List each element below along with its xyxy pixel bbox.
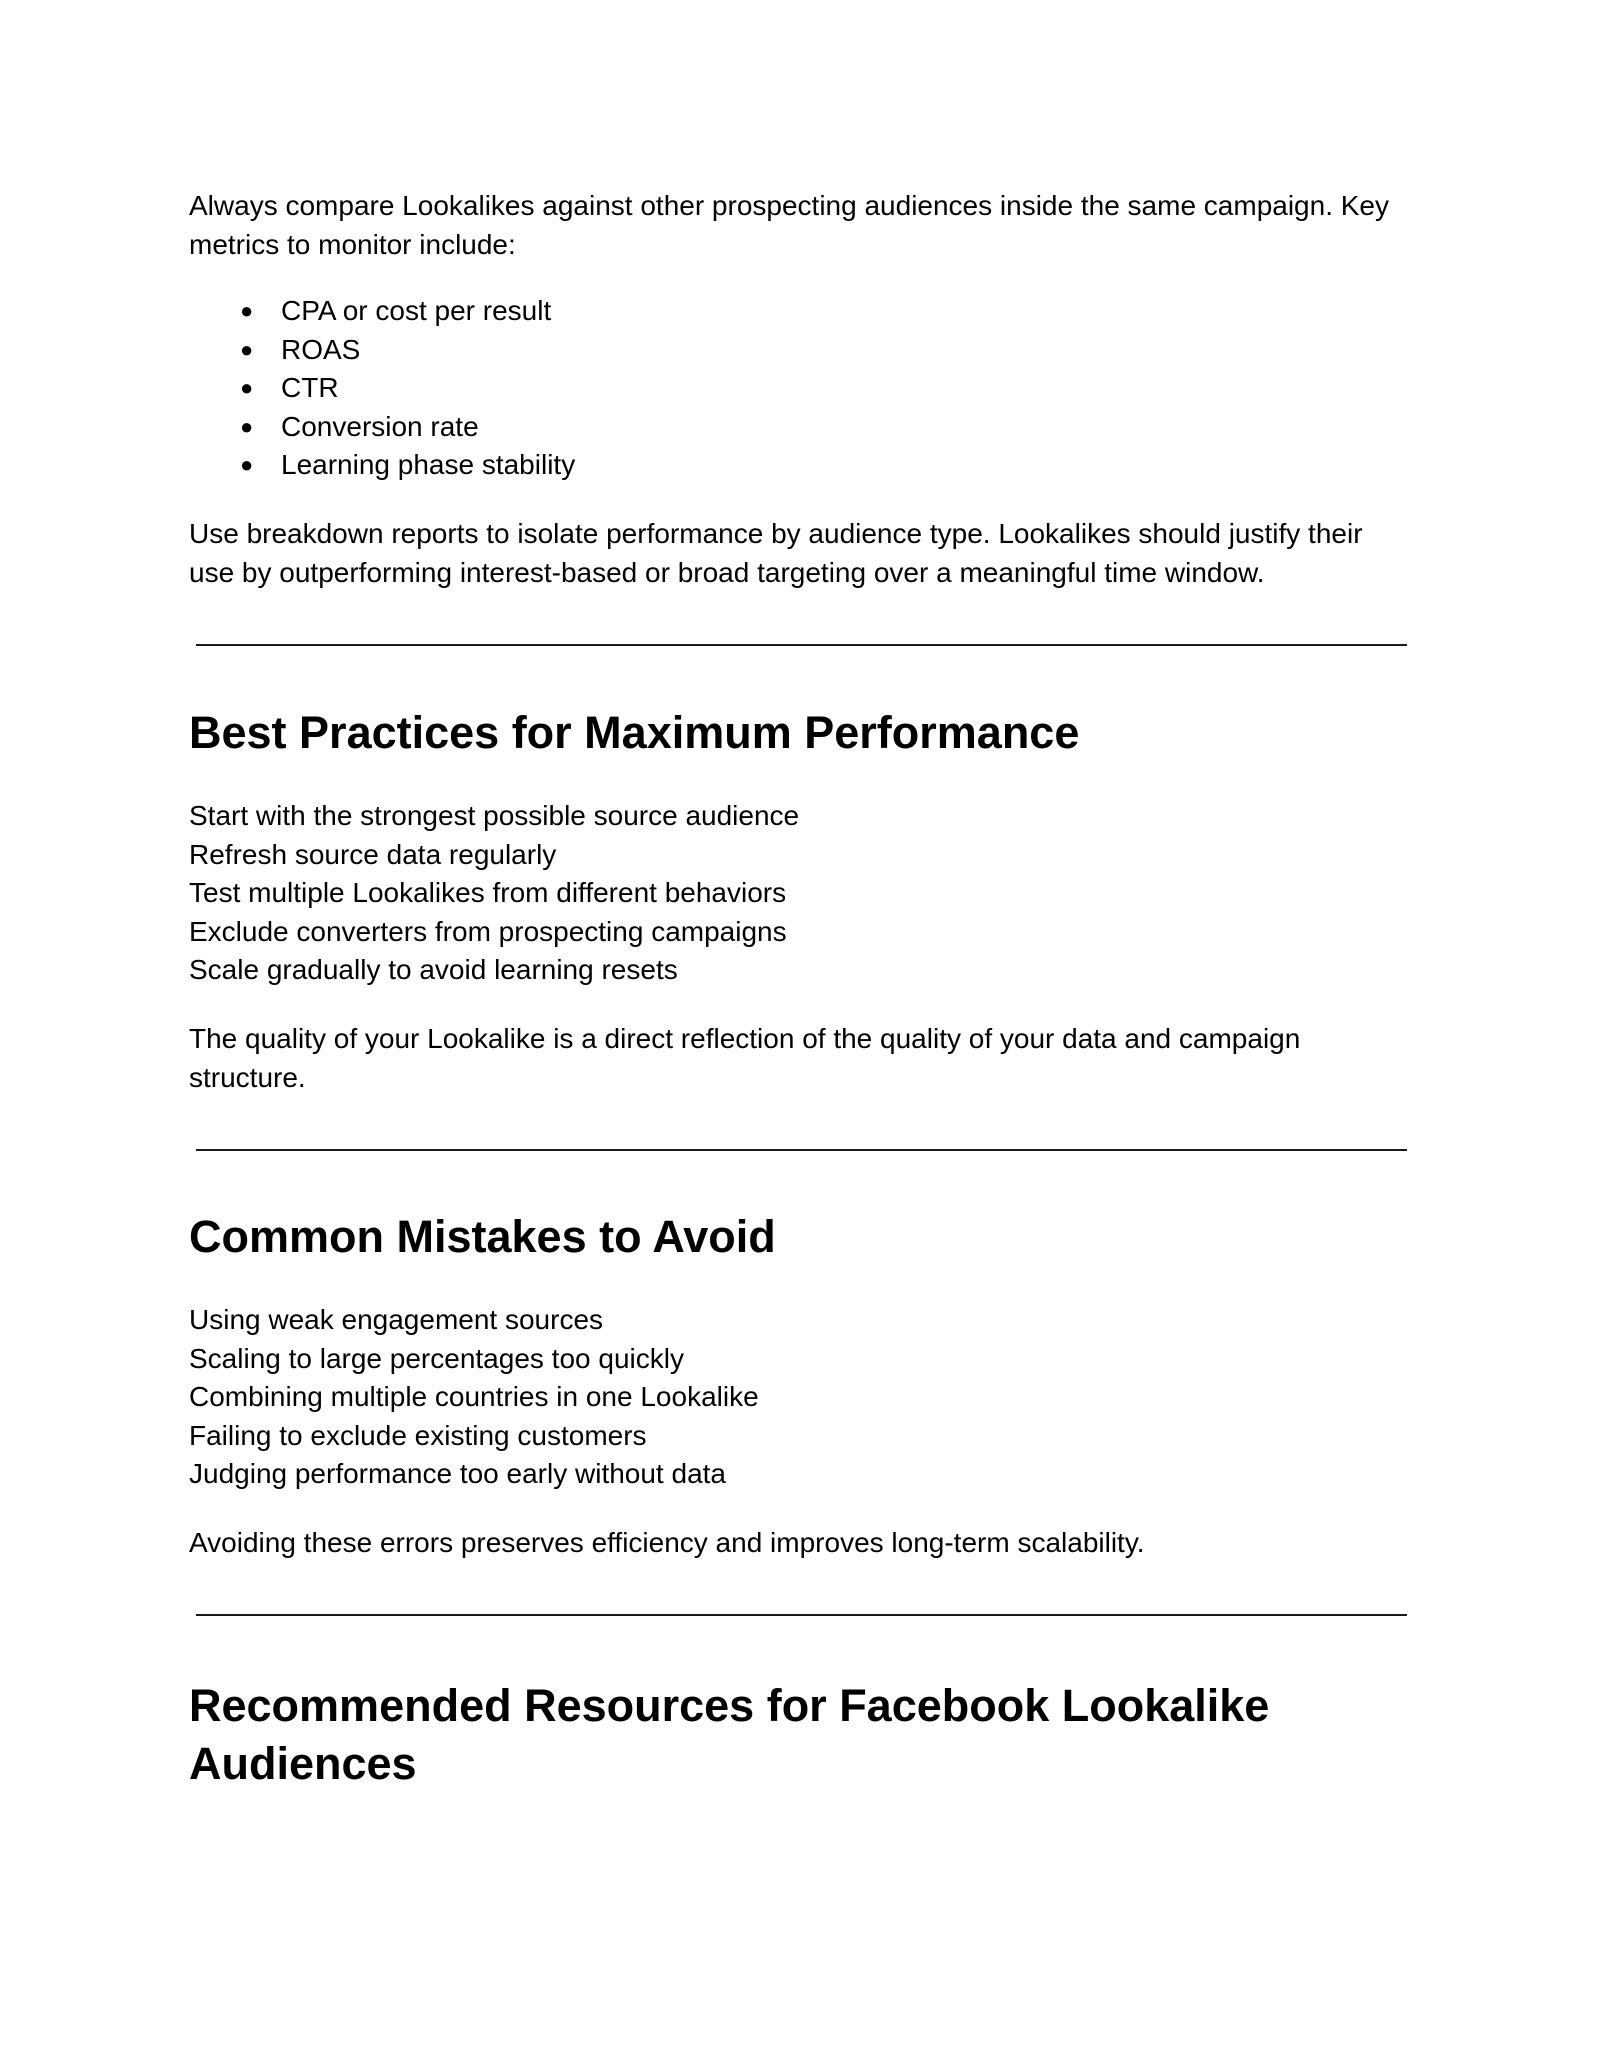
list-item: Refresh source data regularly xyxy=(189,838,557,870)
bullet-icon: ● xyxy=(240,452,254,477)
section-divider xyxy=(196,1614,1407,1616)
list-item: Exclude converters from prospecting campaigns xyxy=(189,915,787,947)
intro-closing-paragraph: Use breakdown reports to isolate performance by audience type. Lookalikes should justify their use by outperforming interest-based or broad targeting over a meaningful time window. xyxy=(189,518,1363,588)
list-item: Scaling to large percentages too quickly xyxy=(189,1342,684,1374)
list-item: Failing to exclude existing customers xyxy=(189,1419,647,1451)
intro-paragraph: Always compare Lookalikes against other prospecting audiences inside the same campaign. Key metrics to monitor include: xyxy=(189,190,1390,260)
section-divider xyxy=(196,644,1407,646)
list-item: ● CTR xyxy=(189,369,1419,408)
list-item: Combining multiple countries in one Lookalike xyxy=(189,1381,759,1412)
recommended-resources-heading: Recommended Resources for Facebook Lookalike Audiences xyxy=(189,1680,1270,1789)
list-item: Using weak engagement sources xyxy=(189,1304,604,1335)
common-mistakes-heading: Common Mistakes to Avoid xyxy=(189,1211,776,1262)
common-mistakes-list xyxy=(189,1301,1419,1494)
bullet-icon: ● xyxy=(240,336,254,362)
section-divider xyxy=(196,1149,1407,1151)
best-practices-list xyxy=(189,797,1419,990)
best-practices-closing-paragraph: The quality of your Lookalike is a direct reflection of the quality of your data and campaign structure. xyxy=(189,1023,1301,1093)
common-mistakes-closing-paragraph: Avoiding these errors preserves efficiency and improves long-term scalability. xyxy=(189,1527,1145,1558)
list-item: Test multiple Lookalikes from different behaviors xyxy=(189,877,787,908)
best-practices-heading: Best Practices for Maximum Performance xyxy=(189,707,1080,758)
list-item: Scale gradually to avoid learning resets xyxy=(189,954,678,985)
metrics-list xyxy=(189,292,1419,485)
list-item: Start with the strongest possible source audience xyxy=(189,800,800,831)
list-item: ● Learning phase stability xyxy=(189,446,1419,485)
list-item: ● Conversion rate xyxy=(189,408,1419,447)
list-item: ● ROAS xyxy=(189,331,1419,370)
bullet-icon: ● xyxy=(240,375,254,400)
bullet-icon: ● xyxy=(240,298,254,323)
list-item: ● CPA or cost per result xyxy=(189,292,1419,331)
bullet-icon: ● xyxy=(240,413,254,439)
list-item: Judging performance too early without data xyxy=(189,1458,726,1489)
